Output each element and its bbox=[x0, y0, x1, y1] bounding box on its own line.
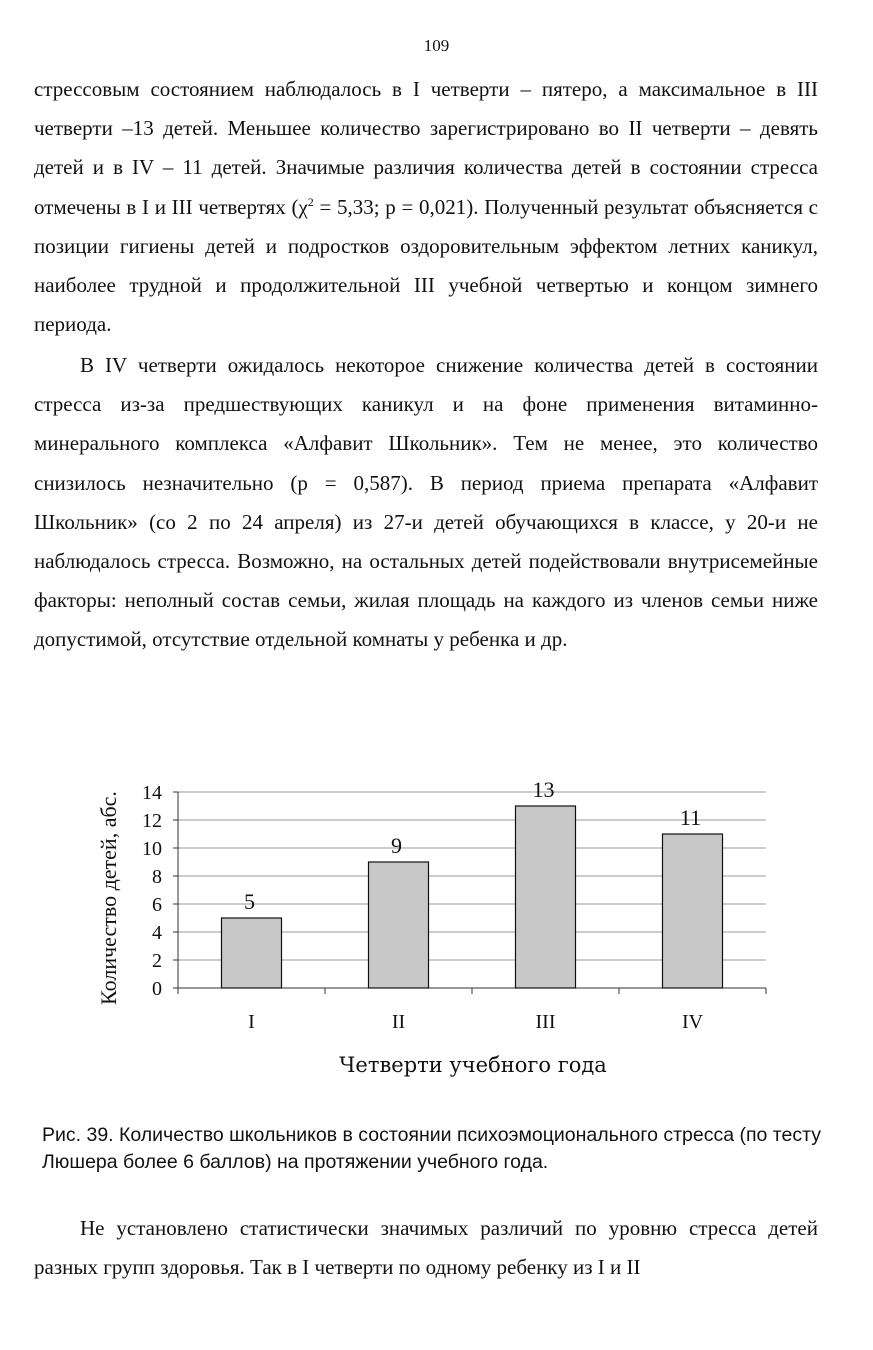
data-label-III: 13 bbox=[532, 777, 555, 802]
bar-III bbox=[516, 806, 576, 988]
x-tick-label-I: I bbox=[248, 1011, 255, 1033]
bar-I bbox=[222, 918, 282, 988]
y-tick-label-4: 4 bbox=[152, 922, 162, 944]
bar-II bbox=[369, 862, 429, 988]
y-tick-label-0: 0 bbox=[152, 978, 162, 1000]
paragraph-1 bbox=[34, 70, 818, 344]
data-label-IV: 11 bbox=[679, 805, 702, 830]
x-tick-label-III: III bbox=[535, 1011, 556, 1033]
y-tick-labels bbox=[142, 782, 162, 1000]
bar-chart bbox=[86, 762, 786, 1092]
y-tick-label-2: 2 bbox=[152, 950, 162, 972]
x-tick-labels bbox=[248, 1011, 703, 1033]
paragraph-1-text-rest: = 5,33; p = 0,021). Полученный результат объясняется с позиции гигиены детей и подростков оздоровительным эффектом летних каникул, наиболее трудной и продолжительной III учебной четвертью и концом зимнего периода. bbox=[34, 194, 818, 337]
x-tick-label-IV: IV bbox=[681, 1011, 704, 1033]
x-tick-label-II: II bbox=[391, 1011, 406, 1033]
x-axis-label: Четверти учебного года bbox=[339, 1053, 607, 1077]
y-axis-label: Количество детей, абс. bbox=[96, 791, 121, 1005]
bar-IV bbox=[663, 834, 723, 988]
y-tick-label-12: 12 bbox=[142, 810, 162, 832]
data-labels bbox=[244, 777, 701, 914]
y-tick-label-6: 6 bbox=[152, 894, 162, 916]
paragraph-2: В IV четверти ожидалось некоторое снижение количества детей в состоянии стресса из-за предшествующих каникул и на фоне применения витаминно-минерального комплекса «Алфавит Школьник». Тем не менее, это количество снизилось незначительно (р = 0,587). В период приема препарата «Алфавит Школьник» (со 2 по 24 апреля) из 27-и детей обучающихся в классе, у 20-и не наблюдалось стресса. Возможно, на остальных детей подействовали внутрисемейные факторы: неполный состав семьи, жилая площадь на каждого из членов семьи ниже допустимой, отсутствие отдельной комнаты у ребенка и др. bbox=[34, 353, 818, 652]
chart-bars bbox=[222, 806, 723, 988]
data-label-II: 9 bbox=[391, 833, 402, 858]
paragraph-1-text: стрессовым состоянием наблюдалось в I четверти – пятеро, а максимальное в III четверти –13 детей. Меньшее количество зарегистрировано во II четверти – девять детей и в IV – 11 детей. Значимые различия количества детей в состоянии стресса отмечены в I и III четвертях (χ bbox=[34, 77, 818, 219]
figure-caption: Рис. 39. Количество школьников в состоянии психоэмоционального стресса (по тесту Люшера более 6 баллов) на протяжении учебного года. bbox=[42, 1124, 822, 1173]
page-number: 109 bbox=[423, 36, 450, 55]
y-tick-label-8: 8 bbox=[152, 866, 162, 888]
y-tick-label-14: 14 bbox=[142, 782, 162, 804]
data-label-I: 5 bbox=[244, 889, 255, 914]
paragraph-3: Не установлено статистически значимых различий по уровню стресса детей разных групп здоровья. Так в I четверти по одному ребенку из I и II bbox=[34, 1216, 818, 1280]
y-tick-label-10: 10 bbox=[142, 838, 162, 860]
chi-square-superscript: 2 bbox=[307, 194, 314, 209]
